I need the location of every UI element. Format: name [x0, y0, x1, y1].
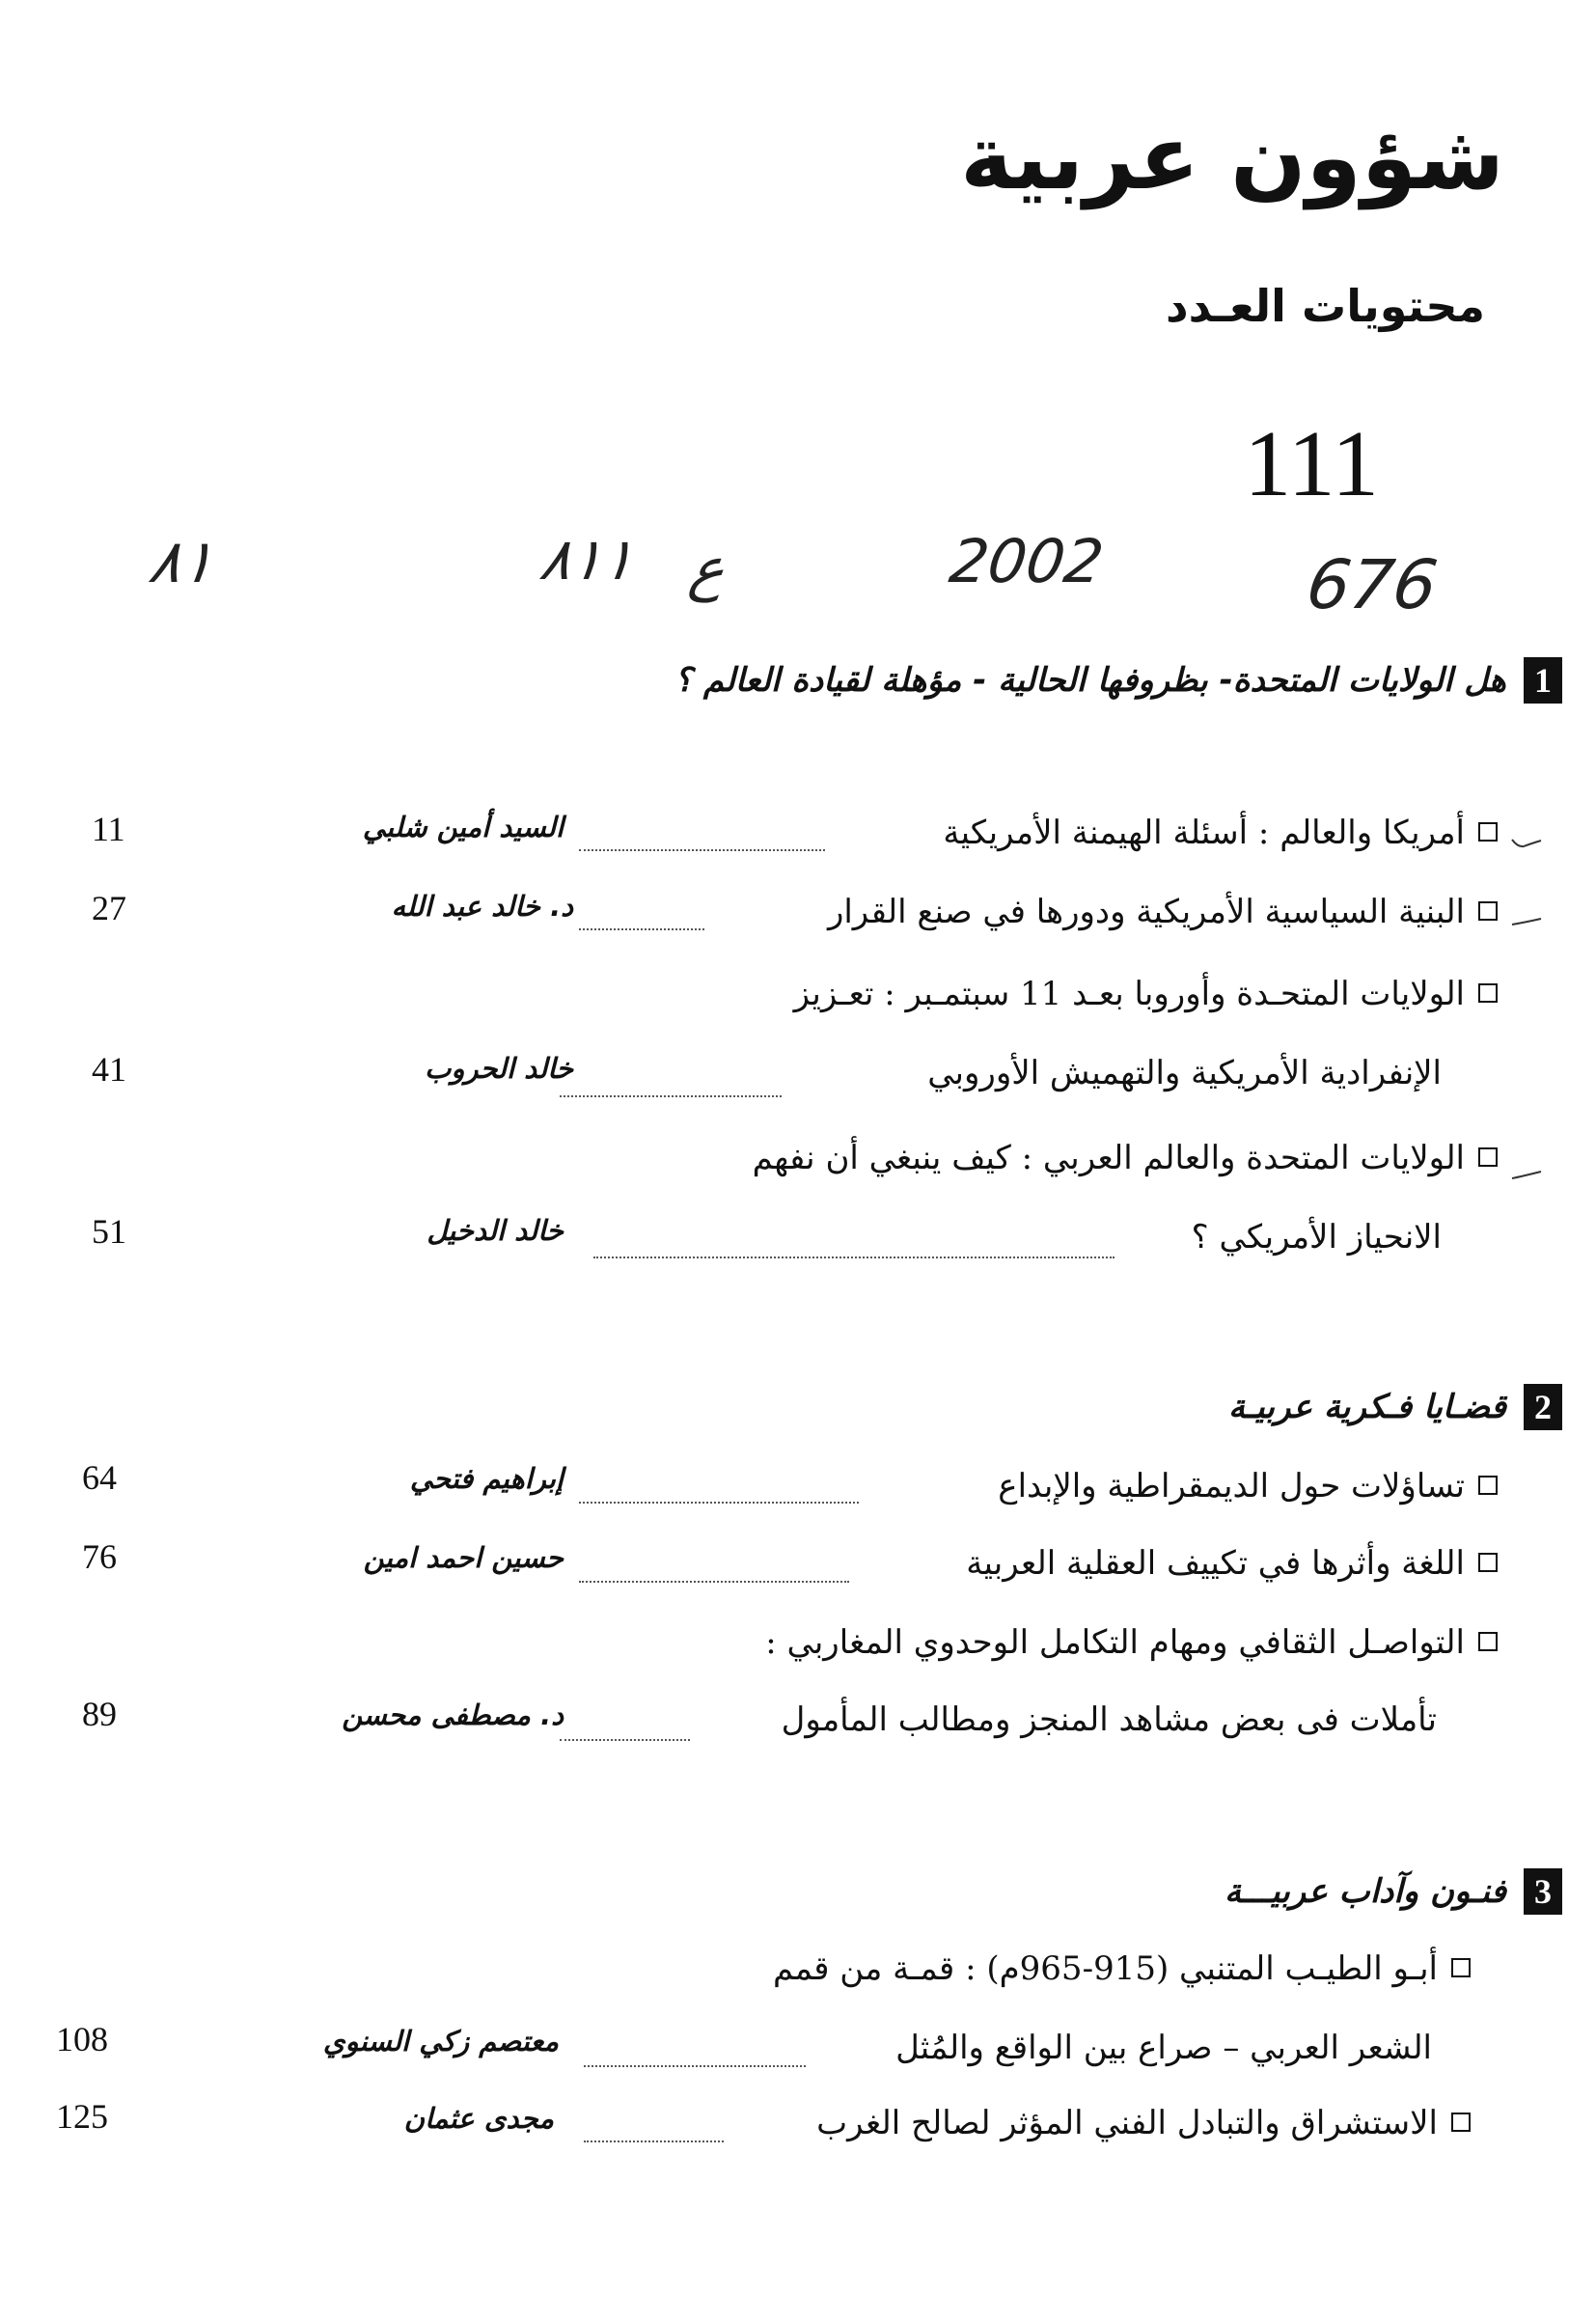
- journal-title: شؤون عربية: [960, 106, 1504, 209]
- section-title: قضـايا فـكرية عربيـة: [1228, 1388, 1506, 1426]
- article-title-line: البنية السياسية الأمريكية ودورها في صنع القرار: [828, 893, 1498, 931]
- checkmark-icon: [1510, 1170, 1543, 1181]
- dotted-leader: [593, 1257, 1114, 1258]
- checkbox-bullet-icon: [1451, 2113, 1471, 2132]
- checkbox-bullet-icon: [1478, 901, 1498, 921]
- dotted-leader: [579, 1502, 859, 1504]
- section-title: فنـون وآداب عربيـــة: [1224, 1872, 1506, 1911]
- article-author: معتصم زكي السنوي: [322, 2025, 559, 2058]
- section-3-heading: [619, 1858, 1562, 1925]
- article-title-line: أمريكا والعالم : أسئلة الهيمنة الأمريكية: [943, 814, 1498, 852]
- article-page-number: 89: [82, 1695, 117, 1733]
- checkmark-icon: [1510, 838, 1543, 849]
- article-title-line: اللغة وأثرها في تكييف العقلية العربية: [966, 1544, 1498, 1583]
- handwritten-note-year: 2002: [945, 526, 1108, 596]
- checkbox-bullet-icon: [1478, 983, 1498, 1003]
- section-number-badge: 1: [1524, 657, 1562, 704]
- dotted-leader: [579, 928, 704, 930]
- article-title-line: تساؤلات حول الديمقراطية والإبداع: [998, 1467, 1498, 1505]
- article-author: السيد أمين شلبي: [362, 811, 564, 843]
- section-number-badge: 3: [1524, 1868, 1562, 1915]
- article-title-line: الولايات المتحدة والعالم العربي : كيف ينبغي أن نفهم: [753, 1139, 1498, 1177]
- checkmark-icon: [1510, 917, 1543, 928]
- handwritten-note-letter: ع: [685, 536, 729, 603]
- handwritten-note-left: ٨١: [144, 526, 219, 596]
- dotted-leader: [584, 2140, 724, 2142]
- article-author: إبراهيم فتحي: [409, 1462, 564, 1495]
- dotted-leader: [579, 849, 825, 851]
- checkbox-bullet-icon: [1478, 1632, 1498, 1651]
- article-title-line: الإنفرادية الأمريكية والتهميش الأوروبي: [927, 1054, 1442, 1092]
- article-author: خالد الحروب: [425, 1052, 573, 1085]
- dotted-leader: [560, 1739, 690, 1741]
- checkbox-bullet-icon: [1478, 822, 1498, 842]
- article-author: د. خالد عبد الله: [391, 890, 573, 923]
- article-page-number: 125: [56, 2097, 108, 2136]
- handwritten-note-right: 676: [1302, 545, 1443, 624]
- handwritten-note-pages: ٨١١: [536, 526, 639, 594]
- issue-number: 111: [1244, 412, 1379, 516]
- article-author: مجدى عثمان: [403, 2102, 554, 2135]
- article-page-number: 51: [92, 1212, 126, 1251]
- article-page-number: 76: [82, 1537, 117, 1576]
- dotted-leader: [560, 1095, 782, 1097]
- section-title: هل الولايات المتحدة- بظروفها الحالية - مؤهلة لقيادة العالم ؟: [674, 661, 1506, 700]
- article-author: حسين احمد امين: [363, 1541, 564, 1574]
- contents-heading: محتويات العـدد: [1166, 280, 1485, 332]
- article-page-number: 108: [56, 2020, 108, 2058]
- checkbox-bullet-icon: [1478, 1147, 1498, 1167]
- section-1-heading: [619, 647, 1562, 714]
- article-title-line: الولايات المتحـدة وأوروبا بعـد 11 سبتمـبر : تعـزيز: [794, 975, 1498, 1013]
- article-page-number: 11: [92, 810, 125, 848]
- article-author: د. مصطفى محسن: [342, 1699, 564, 1731]
- article-page-number: 27: [92, 889, 126, 927]
- checkbox-bullet-icon: [1478, 1553, 1498, 1572]
- article-title-line: التواصـل الثقافي ومهام التكامل الوحدوي المغاربي :: [765, 1623, 1498, 1662]
- article-page-number: 41: [92, 1050, 126, 1089]
- article-title-line: الاستشراق والتبادل الفني المؤثر لصالح الغرب: [816, 2104, 1471, 2142]
- article-author: خالد الدخيل: [427, 1214, 564, 1247]
- article-title-line: الانحياز الأمريكي ؟: [1191, 1218, 1442, 1257]
- section-number-badge: 2: [1524, 1384, 1562, 1430]
- dotted-leader: [579, 1581, 849, 1583]
- checkbox-bullet-icon: [1451, 1958, 1471, 1977]
- article-title-line: الشعر العربي – صراع بين الواقع والمُثل: [895, 2029, 1432, 2067]
- article-title-line: أبـو الطيـب المتنبي (915-965م) : قمـة من قمم: [773, 1949, 1471, 1988]
- section-2-heading: [619, 1373, 1562, 1441]
- article-page-number: 64: [82, 1458, 117, 1497]
- article-title-line: تأملات فى بعض مشاهد المنجز ومطالب المأمول: [781, 1700, 1437, 1739]
- checkbox-bullet-icon: [1478, 1476, 1498, 1495]
- dotted-leader: [584, 2065, 806, 2067]
